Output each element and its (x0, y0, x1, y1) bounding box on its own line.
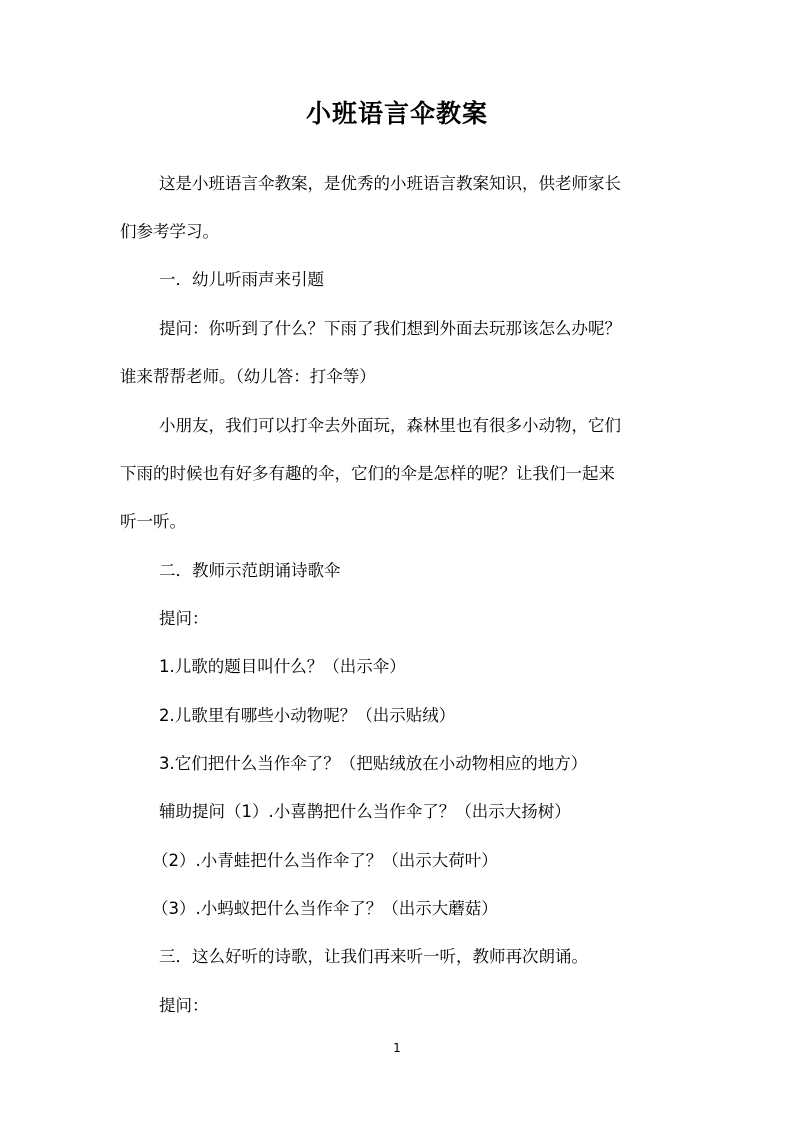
document-title: 小班语言伞教案 (305, 99, 488, 128)
section-heading-2: 二．教师示范朗诵诗歌伞 (159, 561, 341, 580)
question-label-1: 提问： (159, 609, 209, 628)
paragraph-intro-line-2: 们参考学习。 (120, 222, 219, 241)
section-heading-1: 一．幼儿听雨声来引题 (159, 270, 324, 289)
auxiliary-question-2: （2）.小青蛙把什么当作伞了？（出示大荷叶） (152, 851, 498, 870)
paragraph-story-line-2: 下雨的时候也有好多有趣的伞，它们的伞是怎样的呢？让我们一起来 (120, 464, 615, 483)
question-item-2: 2.儿歌里有哪些小动物呢？（出示贴绒） (159, 706, 456, 725)
paragraph-question-line-1: 提问：你听到了什么？下雨了我们想到外面去玩那该怎么办呢？ (159, 319, 621, 338)
page-number: 1 (393, 1041, 401, 1055)
question-item-1: 1.儿歌的题目叫什么？（出示伞） (159, 657, 406, 676)
paragraph-story-line-3: 听一听。 (120, 512, 186, 531)
paragraph-question-line-2: 谁来帮帮老师。（幼儿答：打伞等） (120, 367, 376, 386)
paragraph-story-line-1: 小朋友，我们可以打伞去外面玩，森林里也有很多小动物，它们 (159, 416, 621, 435)
question-label-2: 提问： (159, 996, 209, 1015)
question-item-3: 3.它们把什么当作伞了？（把贴绒放在小动物相应的地方） (159, 754, 588, 773)
section-heading-3: 三．这么好听的诗歌，让我们再来听一听，教师再次朗诵。 (159, 947, 588, 966)
auxiliary-question-1: 辅助提问（1）.小喜鹊把什么当作伞了？（出示大扬树） (159, 802, 571, 821)
paragraph-intro-line-1: 这是小班语言伞教案，是优秀的小班语言教案知识，供老师家长 (159, 174, 621, 193)
auxiliary-question-3: （3）.小蚂蚁把什么当作伞了？（出示大蘑菇） (152, 899, 498, 918)
